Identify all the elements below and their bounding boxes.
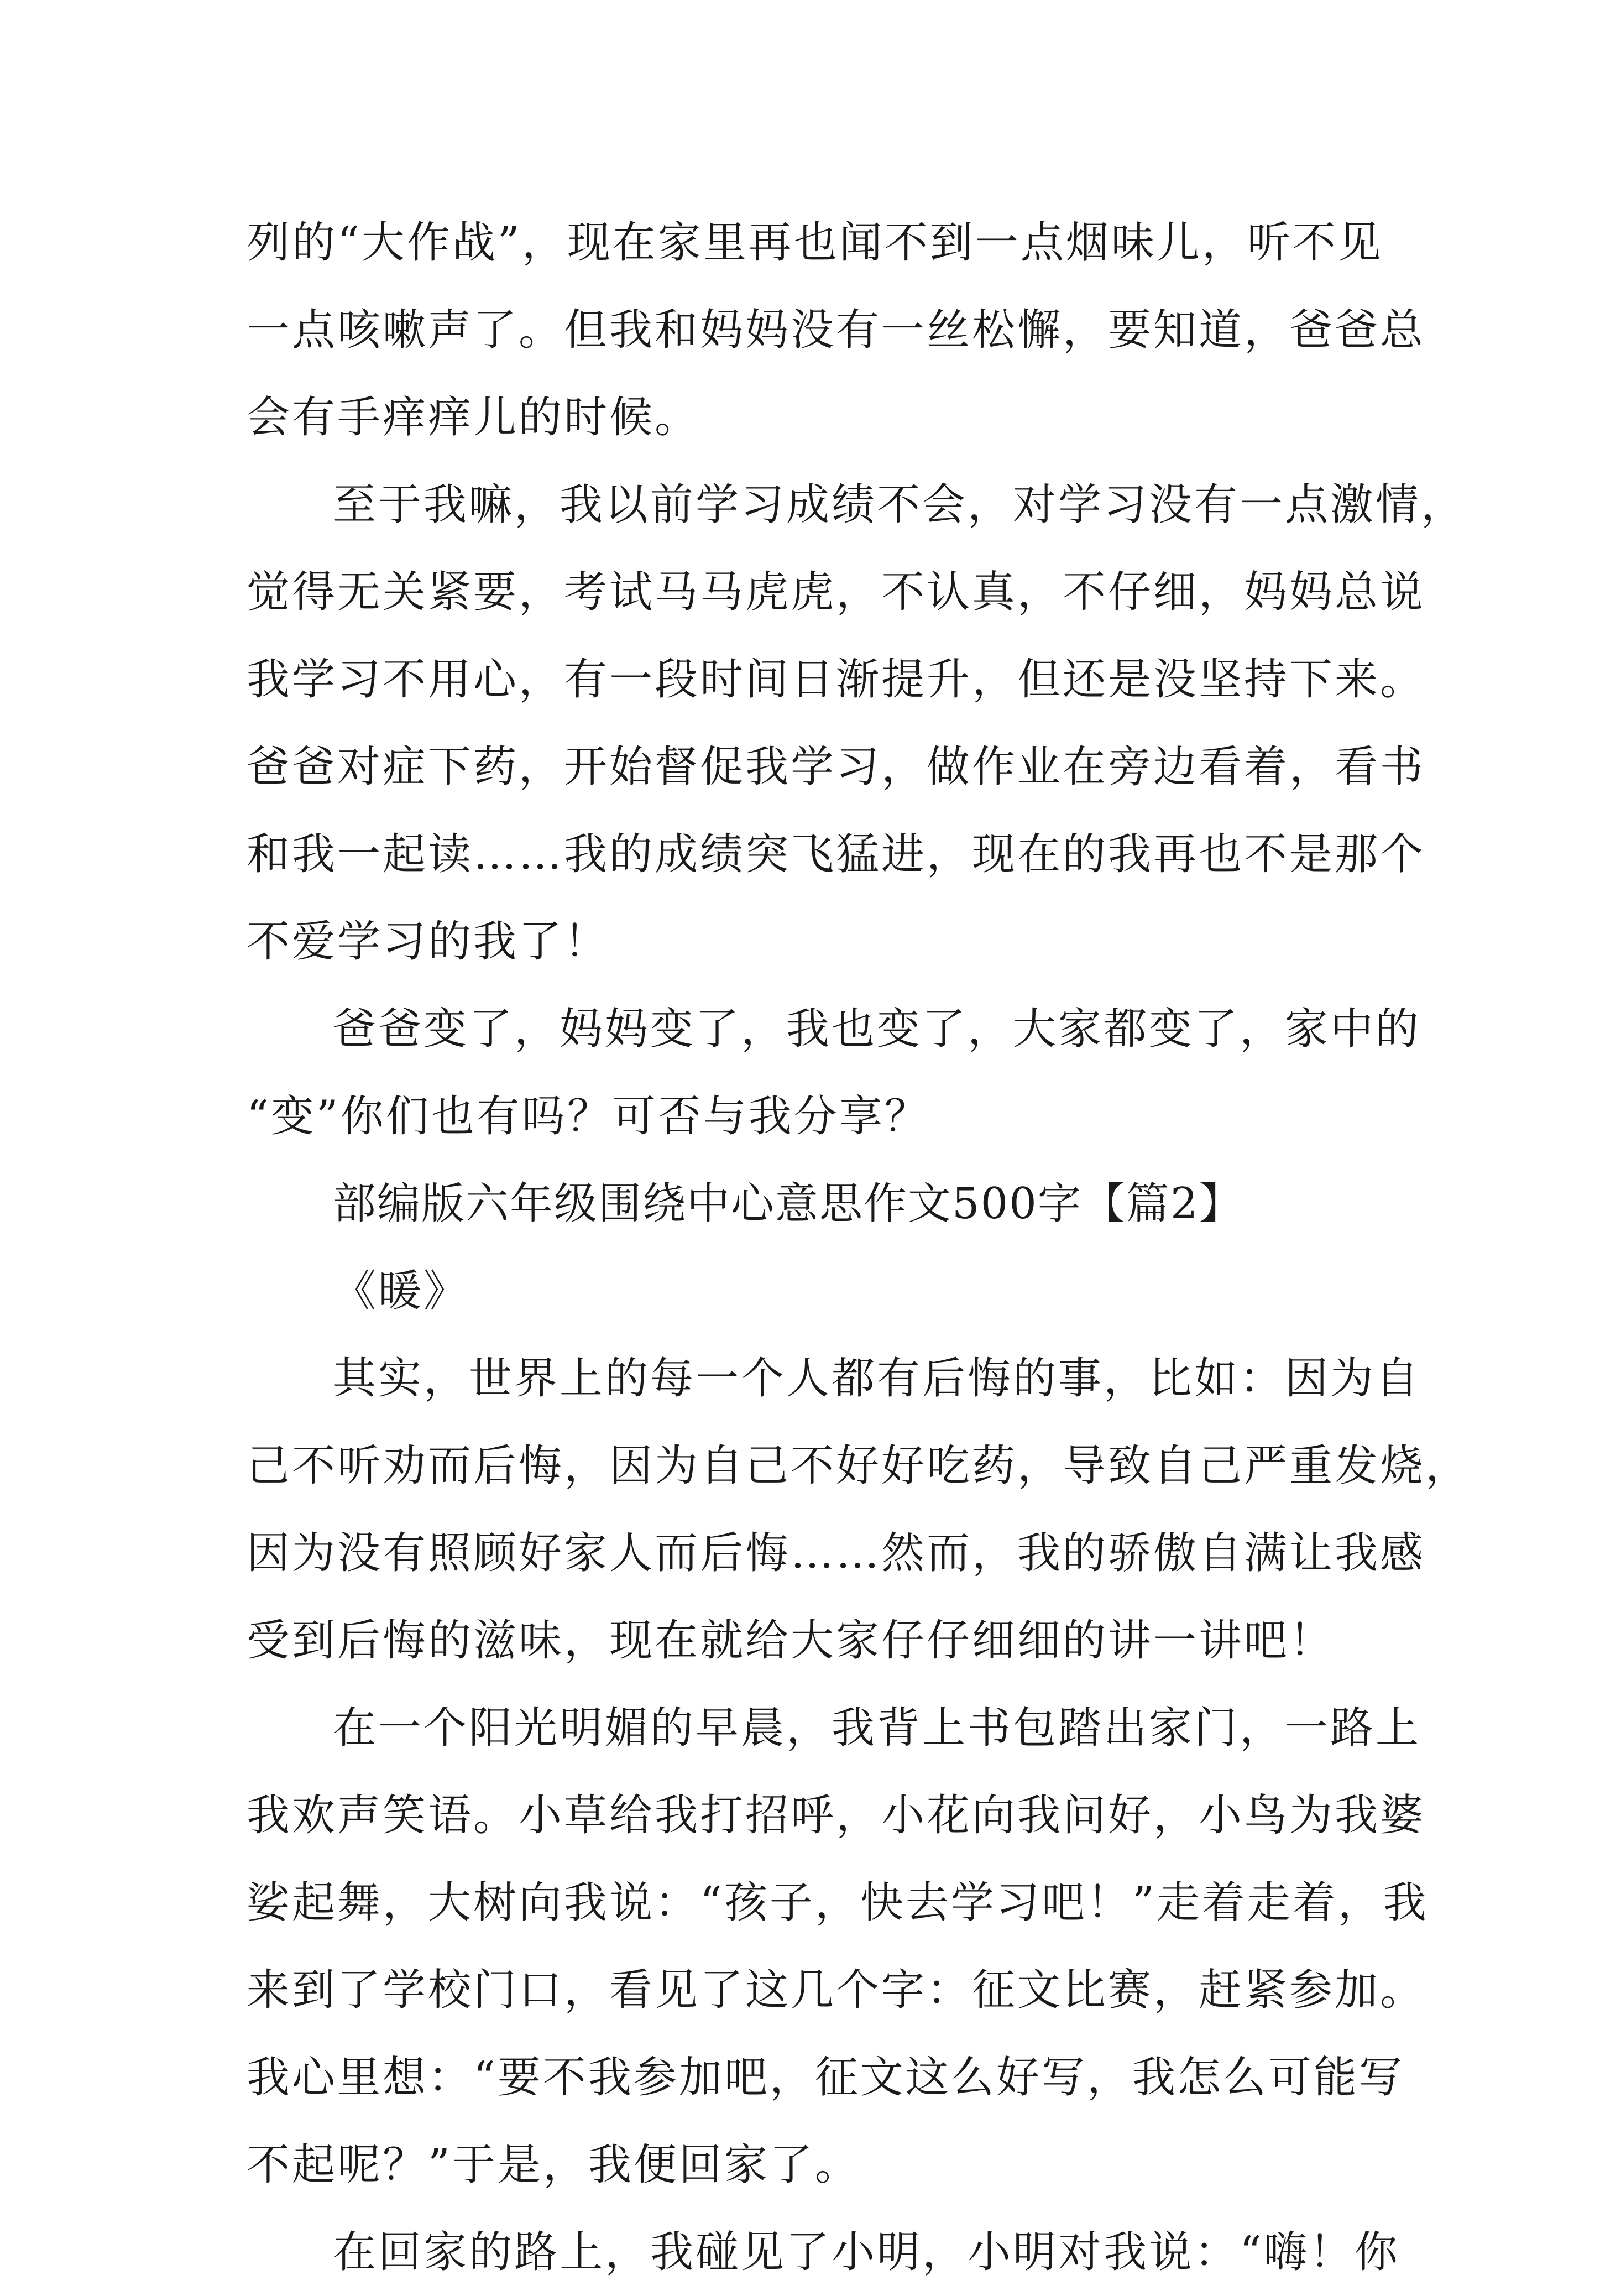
text-line: 己不听劝而后悔，因为自己不好好吃药，导致自己严重发烧， <box>247 1441 1471 1491</box>
paragraph-start-line: 至于我嘛，我以前学习成绩不会，对学习没有一点激情， <box>333 480 1467 530</box>
text-line: 娑起舞，大树向我说：“孩子，快去学习吧！”走着走着，我 <box>247 1878 1429 1928</box>
text-line: 和我一起读……我的成绩突飞猛进，现在的我再也不是那个 <box>247 829 1426 879</box>
document-body <box>247 199 1471 2296</box>
section-heading: 部编版六年级围绕中心意思作文500字【篇2】 <box>333 1179 1243 1229</box>
essay-title: 《暖》 <box>333 1266 469 1316</box>
text-line: 不起呢？”于是，我便回家了。 <box>247 2140 860 2190</box>
text-line: “变”你们也有吗？可否与我分享？ <box>247 1092 930 1141</box>
text-line: 因为没有照顾好家人而后悔……然而，我的骄傲自满让我感 <box>247 1528 1426 1578</box>
paragraph-start-line: 在一个阳光明媚的早晨，我背上书包踏出家门，一路上 <box>333 1703 1421 1753</box>
paragraph-start-line: 其实，世界上的每一个人都有后悔的事，比如：因为自 <box>333 1354 1421 1403</box>
text-line: 我心里想：“要不我参加吧，征文这么好写，我怎么可能写 <box>247 2053 1404 2102</box>
text-line: 会有手痒痒儿的时候。 <box>247 393 700 442</box>
text-line: 受到后悔的滋味，现在就给大家仔仔细细的讲一讲吧！ <box>247 1616 1335 1666</box>
text-line: 一点咳嗽声了。但我和妈妈没有一丝松懈，要知道，爸爸总 <box>247 305 1426 355</box>
paragraph-start-line: 在回家的路上，我碰见了小明，小明对我说：“嗨！你 <box>333 2227 1400 2277</box>
text-line: 列的“大作战”，现在家里再也闻不到一点烟味儿，听不见 <box>247 218 1383 268</box>
text-line: 不爱学习的我了！ <box>247 917 610 967</box>
paragraph-start-line: 爸爸变了，妈妈变了，我也变了，大家都变了，家中的 <box>333 1004 1421 1054</box>
text-line: 我欢声笑语。小草给我打招呼，小花向我问好，小鸟为我婆 <box>247 1791 1426 1840</box>
text-line: 爸爸对症下药，开始督促我学习，做作业在旁边看着，看书 <box>247 742 1426 792</box>
text-line: 我学习不用心，有一段时间日渐提升，但还是没坚持下来。 <box>247 655 1426 705</box>
text-line: 觉得无关紧要，考试马马虎虎，不认真，不仔细，妈妈总说 <box>247 567 1426 617</box>
text-line: 来到了学校门口，看见了这几个字：征文比赛，赶紧参加。 <box>247 1965 1426 2015</box>
